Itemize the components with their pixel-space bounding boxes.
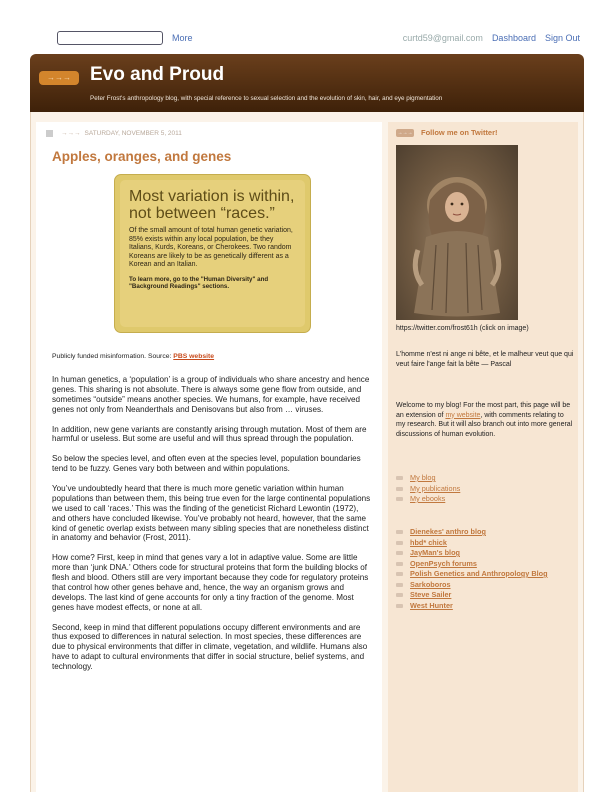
bullet-icon (396, 551, 403, 555)
blog-roll-link[interactable]: Dienekes' anthro blog (410, 527, 486, 536)
post-paragraph: You’ve undoubtedly heard that there is much more genetic variation within human populations than between them, this being true even for the large continental populations we used to call ‘races.’ This was the finding of the geneticist Richard Lewontin (1972), and others have concluded likewise. You’ve probably not heard, however, that the same kind of genetic overlap exists between many sibling species that are nonetheless distinct in anatomy and behavior (Frost, 2011). (52, 483, 371, 543)
list-item (396, 601, 548, 612)
my-blog-link[interactable]: My blog (410, 473, 436, 482)
my-website-link[interactable]: my website (445, 411, 481, 419)
list-item (396, 559, 548, 570)
blog-description: Peter Frost's anthropology blog, with special reference to sexual selection and the evolution of skin, hair, and eye pigmentation (90, 95, 443, 102)
blog-title[interactable]: Evo and Proud (90, 64, 225, 85)
blog-roll-link[interactable]: West Hunter (410, 600, 453, 610)
post-paragraph: How come? First, keep in mind that genes vary a lot in adaptive value. Some are little more than ‘junk DNA.’ Others code for structural proteins that form the building blocks of flesh and blood. Others still are very important because they code for regulatory proteins that control how other genes behave and, hence, the way an organism grows and develops. The last kind of gene accounts for only a tiny fraction of the genome. Most genes have modest effects, or none at all. (52, 553, 369, 612)
image-caption (52, 353, 214, 360)
image-body-text: Of the small amount of total human genetic variation, 85% exists within any local population, be they Italians, Kurds, Koreans, or Cherokees. Two random Koreans are likely to be as genetically different as a Korean and an Italian. (129, 227, 293, 268)
welcome-text-after: , with comments relating to my research. But it will also branch out into more general discussions of human evolution. (396, 411, 573, 438)
post-date-text: SATURDAY, NOVEMBER 5, 2011 (84, 130, 182, 138)
arrows-icon: →→→ (61, 130, 81, 138)
image-headline: Most variation is within, not between “races.” (129, 188, 295, 222)
blog-roll-link[interactable]: Steve Sailer (410, 590, 452, 599)
welcome-text-before: Welcome to my blog! For the most part, this page will be an extension of (396, 402, 571, 419)
twitter-caption[interactable]: https://twitter.com/frost61h (click on image) (396, 325, 529, 332)
post-body (52, 375, 374, 682)
my-links-list (396, 473, 460, 505)
blog-roll-link[interactable]: OpenPsych forums (410, 558, 477, 568)
bullet-icon (396, 487, 403, 491)
arrows-icon: →→→ (39, 71, 79, 85)
blog-roll-link[interactable]: JayMan's blog (410, 548, 460, 557)
follow-twitter-title: Follow me on Twitter! (421, 128, 498, 137)
bullet-icon (396, 497, 403, 501)
caption-text: Publicly funded misinformation. Source: (52, 353, 174, 360)
list-item (396, 538, 548, 549)
pbs-website-link[interactable]: PBS website (173, 353, 215, 360)
bullet-icon (396, 530, 403, 534)
post-date (46, 130, 182, 137)
my-ebooks-link[interactable]: My ebooks (410, 494, 446, 503)
list-item (396, 473, 460, 484)
post-paragraph: So below the species level, and often even at the species level, population boundaries tend to be fuzzy. Genes vary both between and within populations. (52, 454, 361, 474)
bullet-icon (396, 593, 403, 597)
bullet-icon (396, 476, 403, 480)
blogger-navbar (0, 0, 612, 28)
post-paragraph: In addition, new gene variants are constantly arising through mutation. Most of them are harmful or useless. But some are useful and will thus spread through the population. (52, 424, 367, 444)
bullet-icon (396, 541, 403, 545)
bullet-icon (396, 583, 403, 587)
pascal-quote: L'homme n'est ni ange ni bête, et le malheur veut que qui veut faire l'ange fait la bête — Pascal (396, 351, 574, 368)
list-item (396, 527, 548, 538)
post-title[interactable]: Apples, oranges, and genes (52, 149, 232, 164)
more-link[interactable]: More (172, 33, 193, 43)
dashboard-link[interactable]: Dashboard (491, 33, 536, 43)
blog-roll-link[interactable]: hbd* chick (410, 537, 447, 547)
post-paragraph: Second, keep in mind that different populations occupy different environments and are thus exposed to differences in natural selection. In most species, these differences are due to physical environments that differ in climate, vegetation, and wildlife. Humans also have to adapt to cultural environments that differ in social structure, belief systems, and technology. (52, 622, 368, 672)
blog-roll-list (396, 527, 548, 611)
blog-roll-link[interactable]: Polish Genetics and Anthropology Blog (410, 569, 548, 578)
navbar-user-links (403, 33, 580, 43)
bullet-icon (396, 572, 403, 576)
welcome-text (396, 401, 574, 439)
blog-roll-link[interactable]: Sarkoboros (410, 579, 451, 589)
my-publications-link[interactable]: My publications (410, 483, 461, 493)
bullet-icon (396, 562, 403, 566)
list-item (396, 569, 548, 580)
image-footer-text: To learn more, go to the "Human Diversity" and "Background Readings" sections. (129, 275, 269, 290)
list-item (396, 484, 460, 495)
user-email: curtd59@gmail.com (402, 33, 483, 43)
twitter-photo[interactable] (396, 145, 518, 320)
figurine-image (396, 145, 518, 320)
search-input[interactable] (57, 31, 163, 45)
sign-out-link[interactable]: Sign Out (544, 33, 580, 43)
list-item (396, 494, 460, 505)
list-item (396, 590, 548, 601)
arrows-icon: →→→ (397, 130, 413, 137)
follow-twitter-heading (396, 128, 498, 137)
post-paragraph: In human genetics, a ‘population’ is a group of individuals who share ancestry and hence genes. This sharing is not absolute. There is always some gene flow from outside, and sometimes “outside” means another species. We humans, for example, have received genes not only from Neanderthals and Denisovans but also from … viruses. (52, 375, 370, 414)
date-marker-icon (46, 130, 53, 137)
list-item (396, 580, 548, 591)
bullet-icon (396, 604, 403, 608)
list-item (396, 548, 548, 559)
post-image (114, 174, 311, 333)
blog-header (30, 54, 584, 112)
